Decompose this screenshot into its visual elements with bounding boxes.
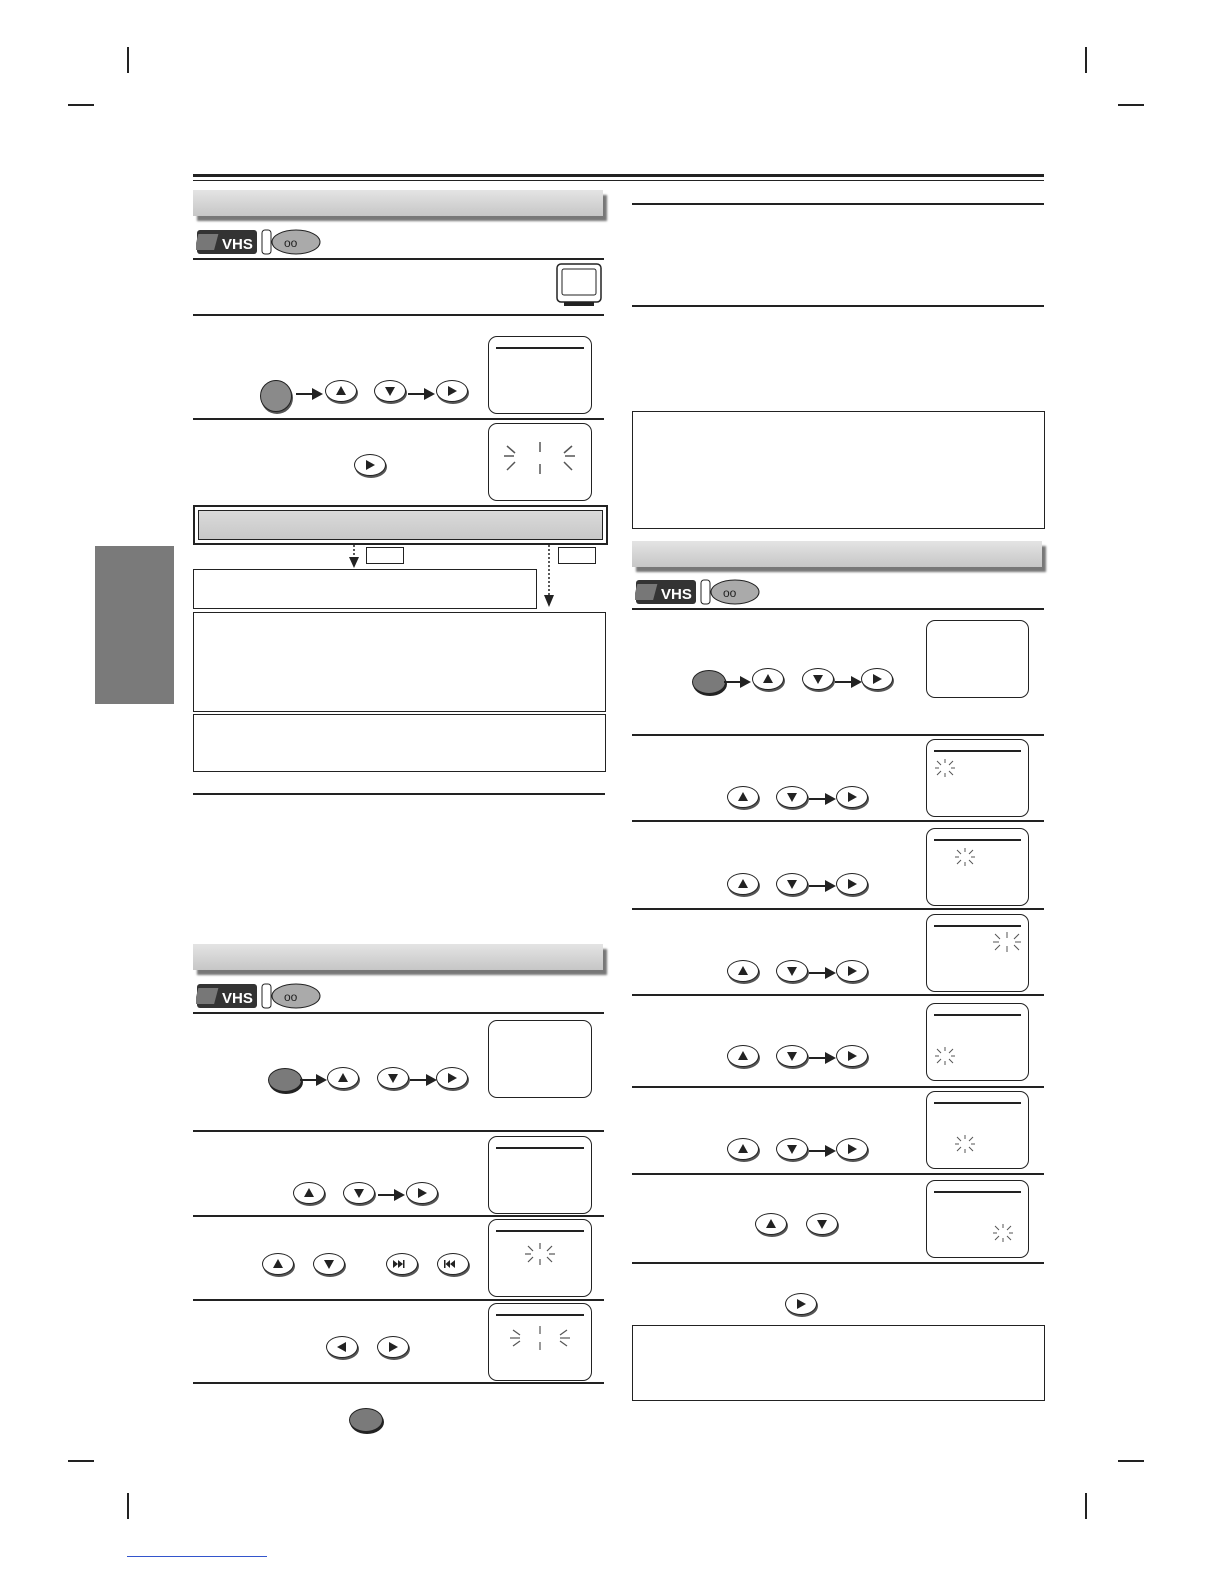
crop-mark (68, 104, 94, 106)
up-button[interactable] (727, 1045, 759, 1067)
tv-screen-display (488, 1136, 592, 1214)
section-tab (95, 546, 174, 704)
setup-button[interactable] (260, 380, 292, 412)
info-box (632, 411, 1045, 529)
blinking-indicator-icon (933, 758, 957, 778)
divider (193, 314, 604, 316)
down-button[interactable] (776, 1045, 808, 1067)
divider (632, 305, 1044, 307)
dotted-arrow-icon (541, 543, 557, 609)
tv-screen-display (926, 739, 1029, 817)
vhs-badge (635, 578, 763, 604)
divider (193, 1215, 604, 1217)
svg-text:VHS: VHS (661, 586, 692, 603)
up-button[interactable] (727, 960, 759, 982)
divider (632, 734, 1044, 736)
divider (193, 418, 604, 420)
down-button-icon (786, 878, 798, 890)
blinking-indicator-icon (499, 440, 581, 480)
svg-text:VHS: VHS (222, 236, 253, 253)
divider (632, 1086, 1044, 1088)
arrow-icon (378, 1188, 406, 1202)
crop-mark (1118, 1460, 1144, 1462)
crop-mark (68, 1460, 94, 1462)
down-button[interactable] (343, 1182, 375, 1204)
vhs-badge (196, 228, 324, 254)
section-header-bar (632, 541, 1042, 567)
play-button[interactable] (406, 1182, 438, 1204)
down-button[interactable] (802, 668, 834, 690)
svg-text:oo: oo (284, 990, 298, 1004)
vhs-badge (196, 982, 324, 1008)
down-button[interactable] (374, 380, 406, 402)
crop-mark (1085, 47, 1087, 73)
info-box (193, 569, 537, 609)
divider (193, 1382, 604, 1384)
skip-previous-button-icon (444, 1258, 462, 1270)
info-box (632, 1325, 1045, 1401)
play-button-icon (446, 385, 458, 397)
setup-button[interactable] (268, 1068, 302, 1092)
tv-screen-display (926, 1003, 1029, 1081)
up-button-icon (337, 1072, 349, 1084)
tv-screen-display (926, 1180, 1029, 1258)
up-button[interactable] (755, 1213, 787, 1235)
left-button-icon (336, 1341, 348, 1353)
vhs-icon (635, 578, 763, 606)
crop-mark (127, 47, 129, 73)
up-button[interactable] (752, 668, 784, 690)
crop-mark (127, 1493, 129, 1519)
arrow-icon (724, 675, 752, 689)
down-button-icon (353, 1187, 365, 1199)
play-button[interactable] (436, 380, 468, 402)
play-button-icon (364, 459, 376, 471)
header-rule (193, 174, 1044, 177)
down-button-icon (786, 965, 798, 977)
divider (632, 994, 1044, 996)
arrow-icon (408, 387, 436, 401)
up-button[interactable] (262, 1253, 294, 1275)
down-button[interactable] (377, 1067, 409, 1089)
divider (193, 1299, 604, 1301)
tv-icon (556, 263, 603, 307)
play-button-icon (871, 673, 883, 685)
arrow-icon (835, 675, 863, 689)
blinking-indicator-icon (991, 1223, 1015, 1243)
play-button[interactable] (836, 873, 868, 895)
play-button[interactable] (861, 668, 893, 690)
play-button-icon (846, 1143, 858, 1155)
down-button-icon (384, 385, 396, 397)
divider (632, 1173, 1044, 1175)
down-button[interactable] (776, 1138, 808, 1160)
divider (193, 1130, 604, 1132)
up-button-icon (272, 1258, 284, 1270)
up-button-icon (335, 385, 347, 397)
play-button-icon (795, 1298, 807, 1310)
play-button[interactable] (836, 1138, 868, 1160)
blinking-indicator-icon (933, 1046, 957, 1066)
play-button[interactable] (436, 1067, 468, 1089)
up-button-icon (303, 1187, 315, 1199)
crop-mark (1085, 1493, 1087, 1519)
arrow-icon (300, 1073, 328, 1087)
down-button-icon (323, 1258, 335, 1270)
setup-button[interactable] (692, 670, 726, 694)
play-button-icon (416, 1187, 428, 1199)
blinking-indicator-icon (953, 847, 977, 867)
tv-screen-display (488, 1303, 592, 1381)
divider (632, 608, 1044, 610)
up-button[interactable] (327, 1067, 359, 1089)
play-button-icon (846, 878, 858, 890)
up-button-icon (737, 1143, 749, 1155)
arrow-icon (809, 879, 837, 893)
svg-text:oo: oo (723, 586, 737, 600)
down-button-icon (816, 1218, 828, 1230)
play-button[interactable] (836, 960, 868, 982)
vhs-icon (196, 228, 324, 256)
play-button[interactable] (377, 1336, 409, 1358)
up-button[interactable] (727, 786, 759, 808)
up-button[interactable] (727, 873, 759, 895)
arrow-icon (809, 1051, 837, 1065)
arrow-icon (410, 1073, 438, 1087)
down-button-icon (812, 673, 824, 685)
down-button[interactable] (776, 960, 808, 982)
option-tag (558, 547, 596, 564)
tv-screen-display (488, 336, 592, 414)
arrow-icon (809, 966, 837, 980)
divider (632, 820, 1044, 822)
divider (632, 1262, 1044, 1264)
up-button-icon (762, 673, 774, 685)
up-button-icon (765, 1218, 777, 1230)
tv-screen-display (926, 1091, 1029, 1169)
info-band (193, 505, 608, 545)
up-button-icon (737, 791, 749, 803)
divider (193, 258, 604, 260)
dotted-arrow-icon (346, 543, 362, 569)
setup-button[interactable] (349, 1408, 383, 1432)
section-header-bar (193, 944, 603, 970)
down-button-icon (387, 1072, 399, 1084)
up-button[interactable] (293, 1182, 325, 1204)
svg-text:VHS: VHS (222, 990, 253, 1007)
divider (193, 793, 605, 795)
section-header-bar (193, 190, 603, 216)
info-box (193, 714, 606, 772)
arrow-icon (296, 387, 324, 401)
skip-next-button-icon (393, 1258, 411, 1270)
play-button[interactable] (836, 786, 868, 808)
up-button-icon (737, 965, 749, 977)
play-button[interactable] (836, 1045, 868, 1067)
tv-screen-display (488, 1219, 592, 1297)
tv-screen-display (488, 423, 592, 501)
blinking-indicator-icon (522, 1242, 558, 1266)
play-button-icon (846, 791, 858, 803)
up-button-icon (737, 1050, 749, 1062)
tv-screen-display (926, 828, 1029, 906)
play-button-icon (446, 1072, 458, 1084)
play-button-icon (846, 1050, 858, 1062)
blinking-indicator-icon (991, 931, 1023, 953)
crop-mark (1118, 104, 1144, 106)
down-button[interactable] (806, 1213, 838, 1235)
up-button[interactable] (727, 1138, 759, 1160)
down-button[interactable] (776, 873, 808, 895)
play-button-icon (387, 1341, 399, 1353)
arrow-icon (809, 792, 837, 806)
tv-screen-display (926, 620, 1029, 698)
footer-link[interactable] (127, 1556, 267, 1557)
info-box (193, 612, 606, 712)
arrow-icon (809, 1144, 837, 1158)
tv-screen-display (926, 914, 1029, 992)
down-button-icon (786, 791, 798, 803)
play-button[interactable] (785, 1293, 817, 1315)
divider (193, 1012, 604, 1014)
skip-previous-button[interactable] (437, 1253, 469, 1275)
divider (632, 908, 1044, 910)
svg-text:oo: oo (284, 236, 298, 250)
blinking-indicator-icon (507, 1324, 573, 1352)
up-button[interactable] (325, 380, 357, 402)
tv-screen-display (488, 1020, 592, 1098)
play-button[interactable] (354, 454, 386, 476)
skip-next-button[interactable] (386, 1253, 418, 1275)
down-button-icon (786, 1143, 798, 1155)
blinking-indicator-icon (953, 1134, 977, 1154)
left-button[interactable] (326, 1336, 358, 1358)
up-button-icon (737, 878, 749, 890)
header-rule (193, 180, 1044, 181)
down-button[interactable] (776, 786, 808, 808)
divider (632, 203, 1044, 205)
vhs-icon (196, 982, 324, 1010)
play-button-icon (846, 965, 858, 977)
down-button[interactable] (313, 1253, 345, 1275)
option-tag (366, 547, 404, 564)
down-button-icon (786, 1050, 798, 1062)
